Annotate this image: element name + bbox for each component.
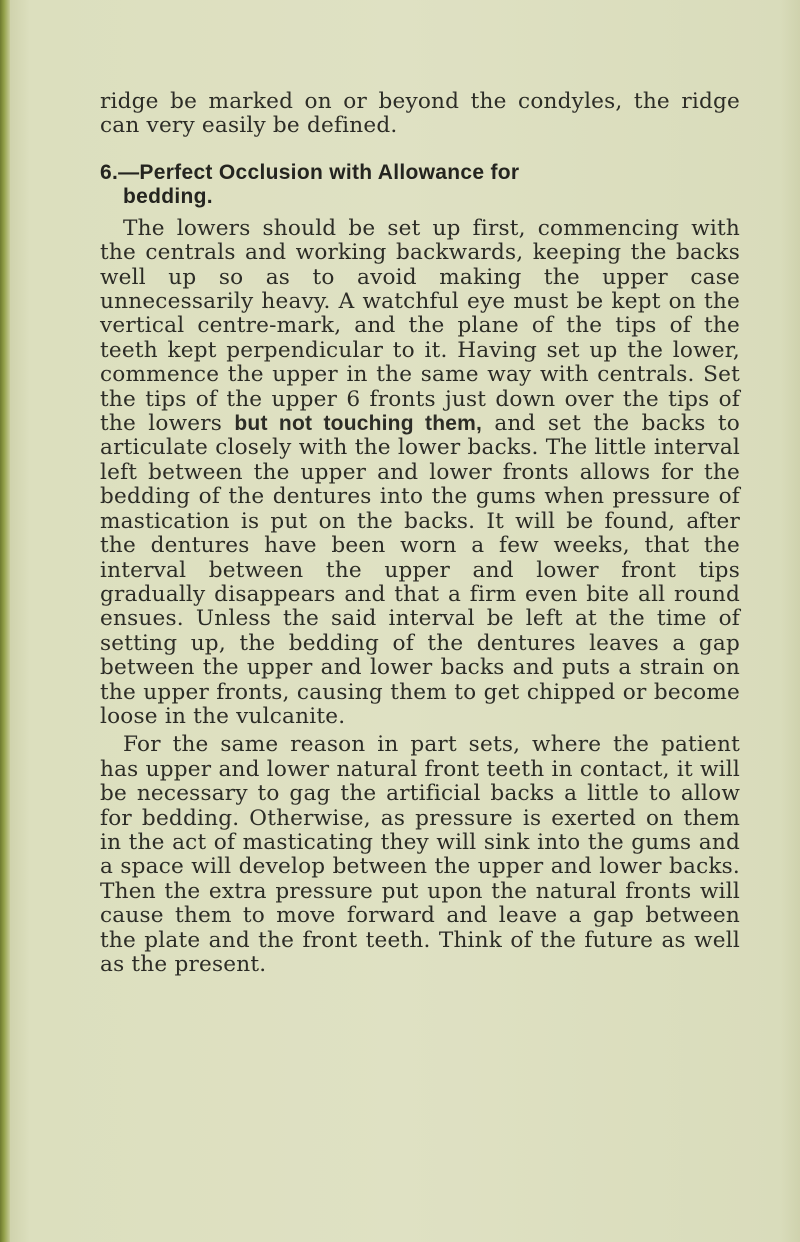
body-paragraph-2: For the same reason in part sets, where the patient has upper and lower natural front teeth in contact, it will be necessary to gag the artificial backs a little to allow for bedding. Otherwise, as pressure is exerted on them in the act of masticating they will sink into the gums and a space will develop between the upper and lower backs. Then the extra pressure put upon the natural fronts will cause them to move forward and leave a gap between the plate and the front teeth. Think of the future as well as the present.: [100, 732, 740, 977]
paragraph1-text-after: and set the backs to articulate closely with the lower backs. The little interval left between the upper and lower fronts allows for the bedding of the dentures into the gums when pressure of mastication is put on the backs. It will be found, after the dentures have been worn a few weeks, that the interval between the upper and lower front tips gradually disappears and that a firm even bite all round ensues. Unless the said interval be left at the time of setting up, the bedding of the dentures leaves a gap between the upper and lower backs and puts a strain on the upper fronts, causing them to get chipped or become loose in the vulcanite.: [100, 411, 740, 729]
page-text: [100, 90, 740, 977]
paragraph1-emphasis: but not touching them,: [234, 412, 483, 436]
section-heading-line1: 6.—Perfect Occlusion with Allowance for: [100, 160, 520, 184]
continuation-paragraph: ridge be marked on or beyond the condyles, the ridge can very easily be defined.: [100, 89, 740, 139]
paragraph1-text-before: The lowers should be set up first, commencing with the centrals and working backwards, keeping the backs well up so as to avoid making the upper case unnecessarily heavy. A watchful eye must be kept on the vertical centre-mark, and the plane of the tips of the teeth kept perpendicular to it. Having set up the lower, commence the upper in the same way with centrals. Set the tips of the upper 6 fronts just down over the tips of the lowers: [100, 215, 740, 437]
book-spine-edge: [0, 0, 10, 1242]
section-heading-line2: bedding.: [123, 184, 213, 208]
section-heading: [100, 161, 740, 209]
body-paragraph-1: [100, 217, 740, 730]
